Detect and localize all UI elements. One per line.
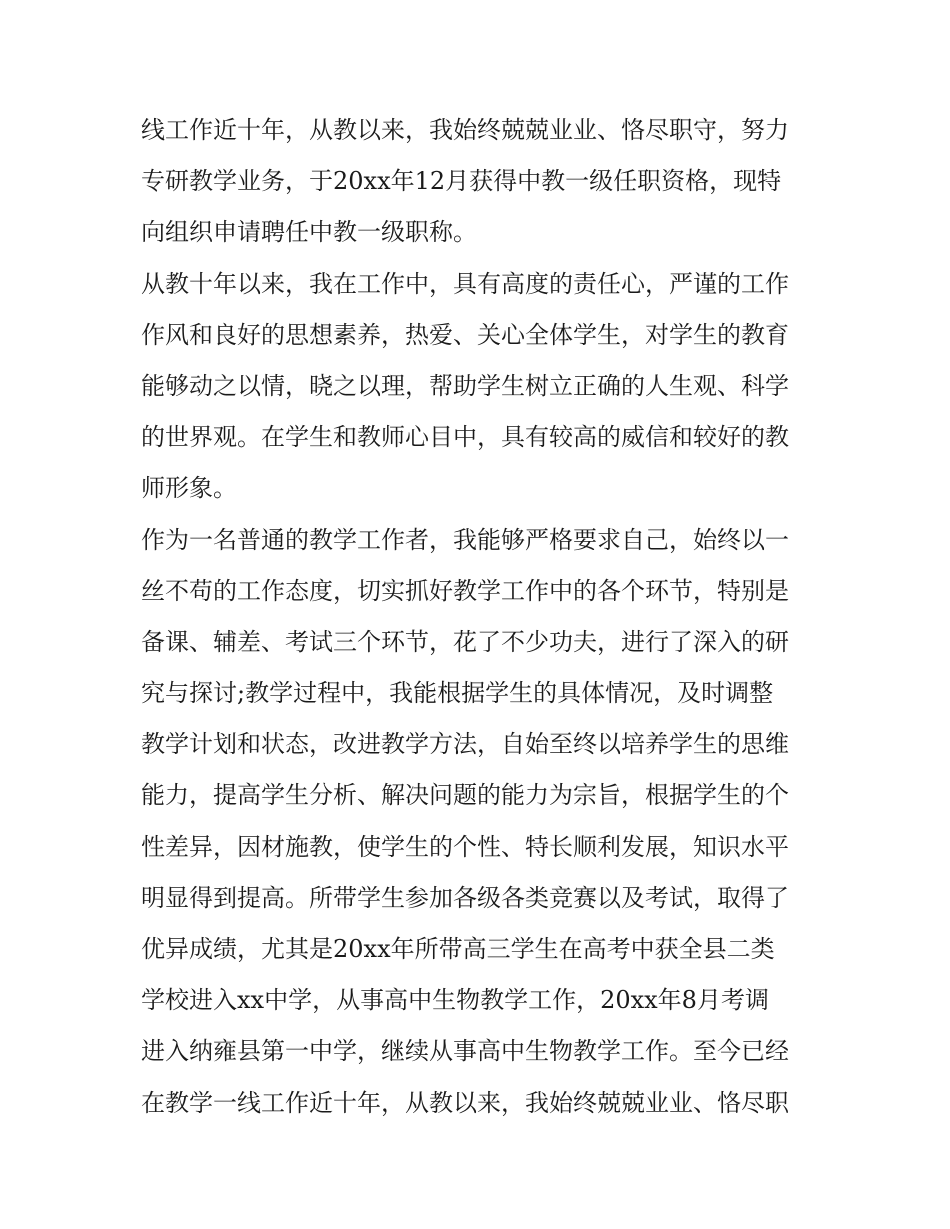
text-line: 师形象。: [141, 474, 237, 503]
text-line: 专研教学业务，于20xx年12月获得中教一级任职资格，现特: [141, 167, 782, 196]
text-line: 备课、辅差、考试三个环节，花了不少功夫，进行了深入的研: [141, 627, 789, 656]
text-line: 性差异，因材施教，使学生的个性、特长顺利发展，知识水平: [141, 832, 789, 861]
document-body: [141, 105, 821, 1129]
text-line: 学校进入xx中学，从事高中生物教学工作，20xx年8月考调: [141, 986, 769, 1015]
text-line: 能够动之以情，晓之以理，帮助学生树立正确的人生观、科学: [141, 371, 789, 400]
text-line: 作风和良好的思想素养，热爱、关心全体学生，对学生的教育: [141, 320, 789, 349]
text-line: 的世界观。在学生和教师心目中，具有较高的威信和较好的教: [141, 423, 789, 452]
text-line: 作为一名普通的教学工作者，我能够严格要求自己，始终以一: [141, 525, 789, 554]
text-line: 丝不苟的工作态度，切实抓好教学工作中的各个环节，特别是: [141, 576, 789, 605]
text-line: 进入纳雍县第一中学，继续从事高中生物教学工作。至今已经: [141, 1037, 789, 1066]
text-line: 教学计划和状态，改进教学方法，自始至终以培养学生的思维: [141, 730, 789, 759]
text-line: 明显得到提高。所带学生参加各级各类竞赛以及考试，取得了: [141, 883, 789, 912]
text-line: 优异成绩，尤其是20xx年所带高三学生在高考中获全县二类: [141, 935, 775, 963]
text-line: 在教学一线工作近十年，从教以来，我始终兢兢业业、恪尽职: [141, 1088, 789, 1117]
text-line: 从教十年以来，我在工作中，具有高度的责任心，严谨的工作: [141, 269, 789, 298]
text-line: 能力，提高学生分析、解决问题的能力为宗旨，根据学生的个: [141, 781, 789, 810]
text-line: 究与探讨;教学过程中，我能根据学生的具体情况，及时调整: [141, 679, 774, 708]
text-line: 向组织申请聘任中教一级职称。: [141, 218, 477, 247]
text-line: 线工作近十年，从教以来，我始终兢兢业业、恪尽职守，努力: [141, 116, 789, 144]
